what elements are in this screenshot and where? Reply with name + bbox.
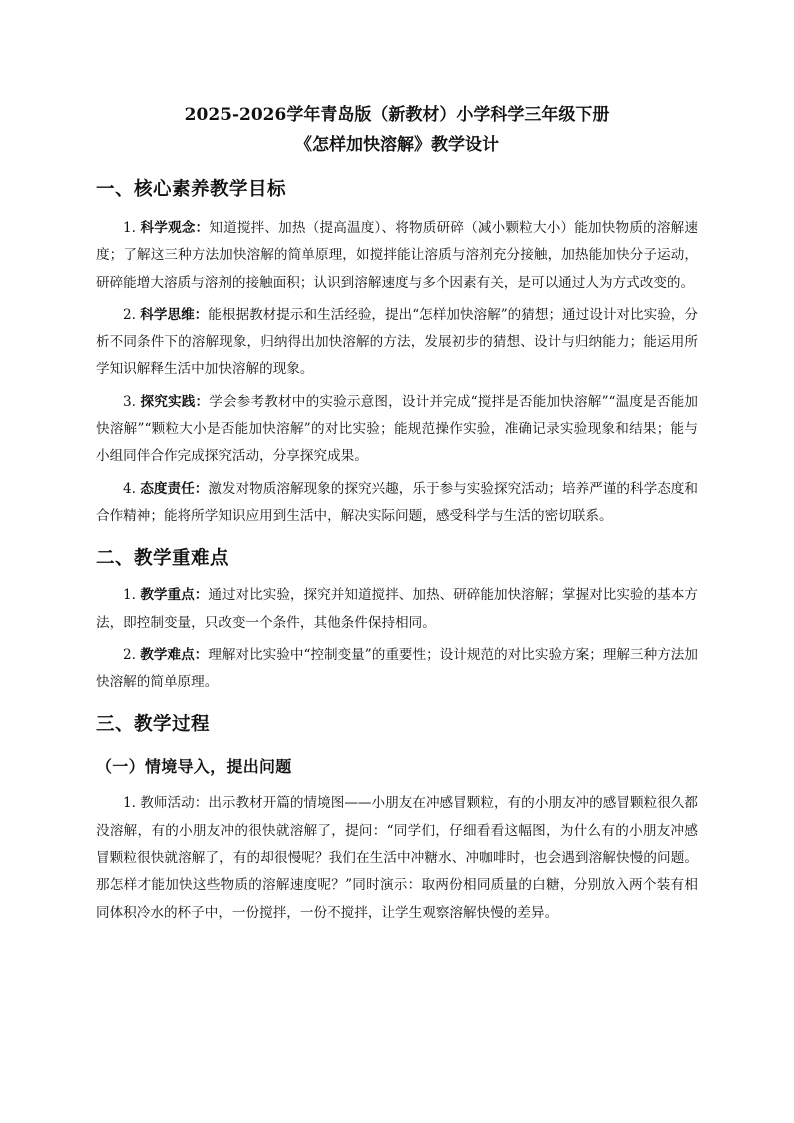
section3-sub1-item-1: 1. 教师活动：出示教材开篇的情境图——小朋友在冲感冒颗粒，有的小朋友冲的感冒颗粒很久都没溶解，有的小朋友冲的很快就溶解了，提问：“同学们，仔细看看这幅图，为什么有的小朋友冲感冒颗粒很快就溶解了，有的却很慢呢？我们在生活中冲糖水、冲咖啡时，也会遇到溶解快慢的问题。那怎样才能加快这些物质的溶解速度呢？”同时演示：取两份相同质量的白糖，分别放入两个装有相同体积冷水的杯子中，一份搅拌，一份不搅拌，让学生观察溶解快慢的差异。 <box>96 795 698 921</box>
section1-heading: 一、核心素养教学目标 <box>96 179 287 200</box>
item-term: 教学难点： <box>140 646 209 663</box>
item-term: 科学观念： <box>140 220 210 236</box>
item-number: 1. <box>123 587 141 604</box>
document-title-line1: 2025-2026学年青岛版（新教材）小学科学三年级下册 <box>184 105 610 125</box>
section1-item-3 <box>96 389 698 471</box>
item-text: 通过对比实验，探究并知道搅拌、加热、研碎能加快溶解；掌握对比实验的基本方法，即控制变量，只改变一个条件，其他条件保持相同。 <box>96 587 699 631</box>
section3-subheading-1: （一）情境导入，提出问题 <box>96 757 292 777</box>
item-text: 学会参考教材中的实验示意图，设计并完成“搅拌是否能加快溶解”“温度是否能加快溶解”“颗粒大小是否能加快溶解”的对比实验；能规范操作实验，准确记录实验现象和结果；能与小组同伴合作完成探究活动，分享探究成果。 <box>96 393 699 465</box>
document-title-line2: 《怎样加快溶解》教学设计 <box>295 135 499 155</box>
section2-heading: 二、教学重难点 <box>96 548 230 570</box>
item-term: 探究实践： <box>140 393 210 410</box>
item-text: 理解对比实验中“控制变量”的重要性；设计规范的对比实验方案；理解三种方法加快溶解的简单原理。 <box>96 646 698 691</box>
item-number: 3. <box>123 393 141 410</box>
section1-item-4 <box>96 476 698 531</box>
section2-item-2 <box>96 642 698 697</box>
section1-item-1 <box>96 215 698 297</box>
item-number: 1. <box>123 220 141 236</box>
item-number: 2. <box>123 646 141 663</box>
item-term: 态度责任： <box>140 480 209 497</box>
section2-item-1 <box>96 582 698 637</box>
item-text: 知道搅拌、加热（提高温度）、将物质研碎（减小颗粒大小）能加快物质的溶解速度；了解这三种方法加快溶解的简单原理，如搅拌能让溶质与溶剂充分接触，加热能加快分子运动，研碎能增大溶质与溶剂的接触面积；认识到溶解速度与多个因素有关，是可以通过人为方式改变的。 <box>96 220 698 291</box>
item-text: 能根据教材提示和生活经验，提出“怎样加快溶解”的猜想；通过设计对比实验，分析不同条件下的溶解现象，归纳得出加快溶解的方法，发展初步的猜想、设计与归纳能力；能运用所学知识解释生活中加快溶解的现象。 <box>96 306 698 378</box>
item-term: 教学重点： <box>140 587 209 604</box>
item-term: 科学思维： <box>140 306 209 323</box>
item-number: 2. <box>123 306 141 323</box>
section3-heading: 三、教学过程 <box>96 714 211 736</box>
item-number: 4. <box>123 480 141 497</box>
section1-item-2 <box>96 302 698 384</box>
item-text: 激发对物质溶解现象的探究兴趣，乐于参与实验探究活动；培养严谨的科学态度和合作精神；能将所学知识应用到生活中，解决实际问题，感受科学与生活的密切联系。 <box>96 480 699 524</box>
